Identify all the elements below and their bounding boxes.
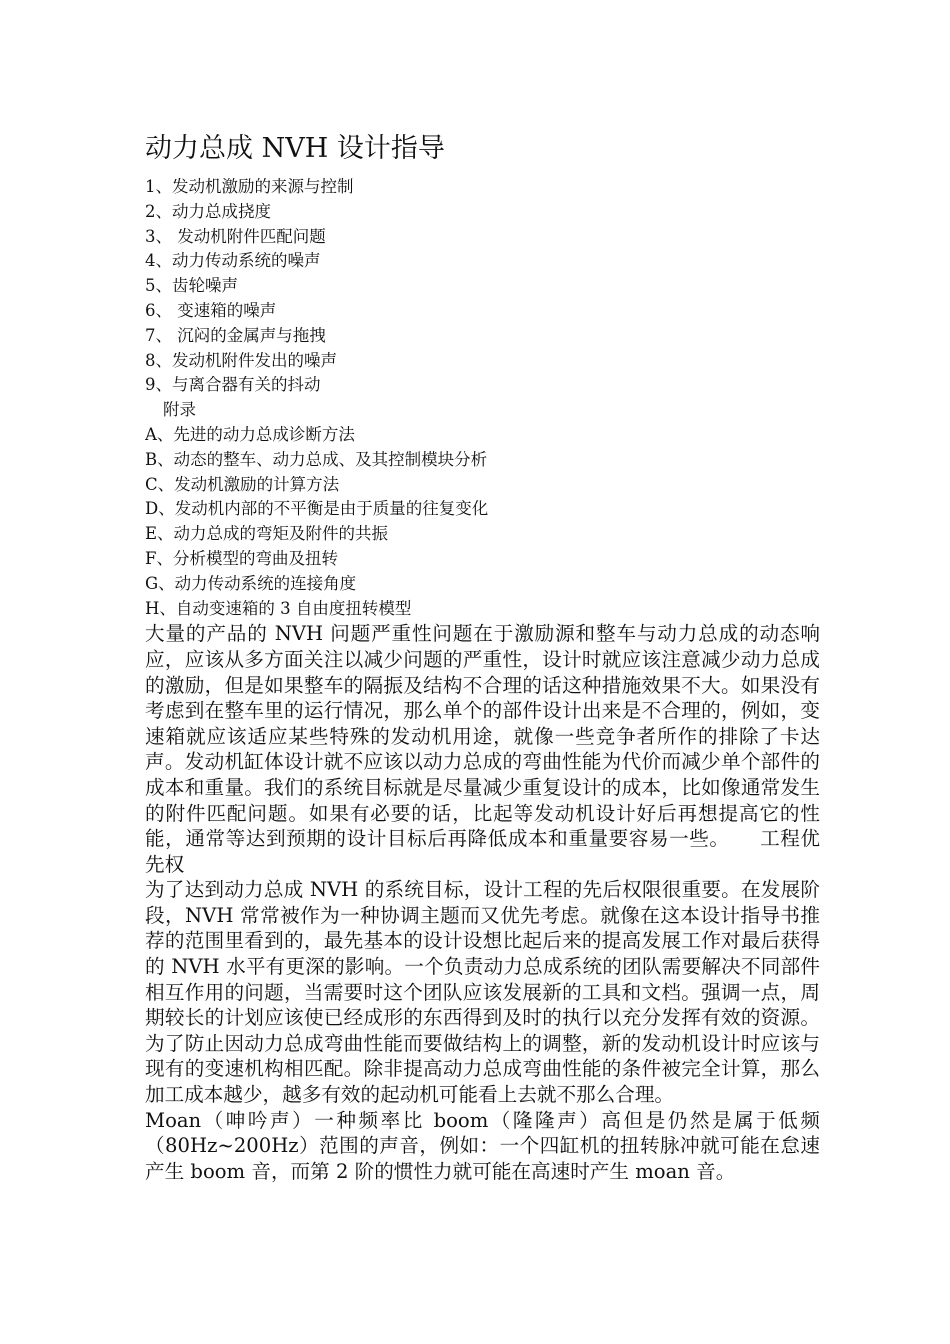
document-title: 动力总成 NVH 设计指导 — [145, 133, 445, 164]
appendix-item: H、自动变速箱的 3 自由度扭转模型 — [145, 598, 412, 618]
appendix-item: A、先进的动力总成诊断方法 — [145, 424, 355, 444]
appendix-item: E、动力总成的弯矩及附件的共振 — [145, 524, 389, 544]
appendix-item: C、发动机激励的计算方法 — [145, 474, 340, 494]
toc-item: 8、发动机附件发出的噪声 — [145, 350, 337, 370]
toc-item: 6、 变速箱的噪声 — [145, 300, 277, 320]
appendix-item: D、发动机内部的不平衡是由于质量的往复变化 — [145, 499, 489, 519]
toc-item: 3、 发动机附件匹配问题 — [145, 226, 326, 246]
body-paragraph: 为了达到动力总成 NVH 的系统目标，设计工程的先后权限很重要。在发展阶段，NVH 常常被作为一种协调主题而又优先考虑。就像在这本设计指导书推荐的范围里看到的，最先基本的设计设想比起后来的提高发展工作对最后获得的 NVH 水平有更深的影响。一个负责动力总成系统的团队需要解决不同部件相互作用的问题，当需要时这个团队应该发展新的工具和文档。强调一点，周期较长的计划应该使已经成形的东西得到及时的执行以充分发挥有效的资源。为了防止因动力总成弯曲性能而要做结构上的调整，新的发动机设计时应该与现有的变速机构相匹配。除非提高动力总成弯曲性能的条件被完全计算，那么加工成本越少，越多有效的起动机可能看上去就不那么合理。 — [145, 878, 820, 1107]
toc-item: 2、动力总成挠度 — [145, 201, 271, 221]
appendix-item: G、动力传动系统的连接角度 — [145, 573, 357, 593]
appendix-item: F、分析模型的弯曲及扭转 — [145, 548, 338, 568]
body-paragraph: 大量的产品的 NVH 问题严重性问题在于激励源和整车与动力总成的动态响应，应该从多方面关注以减少问题的严重性，设计时就应该注意减少动力总成的激励，但是如果整车的隔振及结构不合理的话这种措施效果不大。如果没有考虑到在整车里的运行情况，那么单个的部件设计出来是不合理的，例如，变速箱就应该适应某些特殊的发动机用途，就像一些竞争者所作的排除了卡达声。发动机缸体设计就不应该以动力总成的弯曲性能为代价而减少单个部件的成本和重量。我们的系统目标就是尽量减少重复设计的成本，比如像通常发生的附件匹配问题。如果有必要的话，比起等发动机设计好后再想提高它的性能，通常等达到预期的设计目标后再降低成本和重量要容易一些。 工程优先权 — [145, 622, 820, 876]
toc-item: 4、动力传动系统的噪声 — [145, 251, 321, 271]
toc-item: 5、齿轮噪声 — [145, 276, 238, 296]
toc-item: 7、 沉闷的金属声与拖拽 — [145, 325, 326, 345]
table-of-contents — [145, 175, 820, 621]
appendix-item: B、动态的整车、动力总成、及其控制模块分析 — [145, 449, 488, 469]
toc-item: 1、发动机激励的来源与控制 — [145, 177, 354, 196]
body-paragraph: Moan（呻吟声）一种频率比 boom（隆隆声）高但是仍然是属于低频（80Hz~200Hz）范围的声音，例如：一个四缸机的扭转脉冲就可能在怠速产生 boom 音，而第 2 阶的惯性力就可能在高速时产生 moan 音。 — [145, 1108, 820, 1183]
document-body — [145, 129, 820, 1184]
appendix-heading: 附录 — [163, 400, 196, 420]
toc-item: 9、与离合器有关的抖动 — [145, 375, 321, 395]
